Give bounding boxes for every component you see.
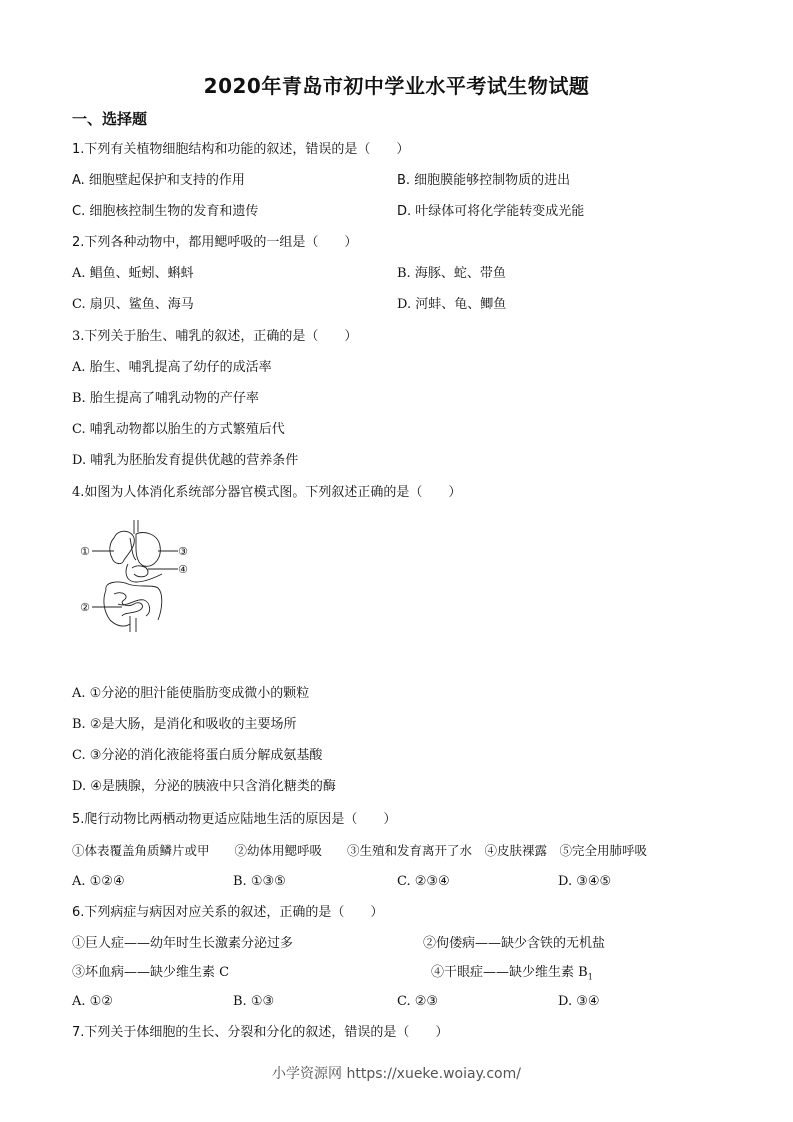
question-1-option-d: D. 叶绿体可将化学能转变成光能	[397, 204, 585, 219]
question-1-option-c: C. 细胞核控制生物的发育和遗传	[72, 204, 259, 219]
question-6-option-d: D. ③④	[558, 994, 600, 1009]
question-4-option-d: D. ④是胰腺，分泌的胰液中只含消化糖类的酶	[72, 779, 336, 794]
question-3-option-c: C. 哺乳动物都以胎生的方式繁殖后代	[72, 422, 285, 437]
question-6-item-3: ③坏血病——缺少维生素 C	[72, 965, 230, 980]
page-title: 2020年青岛市初中学业水平考试生物试题	[203, 74, 590, 98]
question-5-stem: 5.爬行动物比两栖动物更适应陆地生活的原因是（ ）	[72, 812, 397, 827]
question-6-option-b: B. ①③	[233, 994, 275, 1009]
question-5-items: ①体表覆盖角质鳞片或甲 ②幼体用鳃呼吸 ③生殖和发育离开了水 ④皮肤裸露 ⑤完全用肺呼吸	[72, 843, 648, 858]
figure-label-1: ①	[80, 545, 90, 558]
question-6-stem: 6.下列病症与病因对应关系的叙述，正确的是（ ）	[72, 905, 384, 920]
question-6-item-1: ①巨人症——幼年时生长激素分泌过多	[72, 936, 294, 951]
figure-label-4: ④	[178, 563, 188, 576]
digestive-organs-diagram-icon	[78, 520, 198, 632]
question-4-option-b: B. ②是大肠，是消化和吸收的主要场所	[72, 717, 297, 732]
question-2-stem: 2.下列各种动物中，都用鳃呼吸的一组是（ ）	[72, 235, 358, 250]
footer-watermark: 小学资源网 https://xueke.woiay.com/	[272, 1066, 521, 1082]
question-6-item-4-subscript: 1	[587, 972, 593, 982]
question-6-item-4-text: ④干眼症——缺少维生素 B	[431, 965, 588, 980]
question-4-option-a: A. ①分泌的胆汁能使脂肪变成微小的颗粒	[72, 686, 310, 701]
question-7-stem: 7.下列关于体细胞的生长、分裂和分化的叙述，错误的是（ ）	[72, 1025, 449, 1040]
question-6-option-c: C. ②③	[397, 994, 439, 1009]
question-6-item-4	[431, 964, 593, 987]
question-4-option-c: C. ③分泌的消化液能将蛋白质分解成氨基酸	[72, 748, 323, 763]
question-3-stem: 3.下列关于胎生、哺乳的叙述，正确的是（ ）	[72, 329, 358, 344]
question-6-option-a: A. ①②	[72, 994, 113, 1009]
question-1-option-a: A. 细胞壁起保护和支持的作用	[72, 173, 245, 188]
question-2-option-c: C. 扇贝、鲨鱼、海马	[72, 297, 194, 312]
question-2-option-a: A. 鲳鱼、蚯蚓、蝌蚪	[72, 266, 194, 281]
figure-label-3: ③	[178, 545, 188, 558]
question-5-option-a: A. ①②④	[72, 874, 125, 889]
question-5-option-c: C. ②③④	[397, 874, 450, 889]
question-3-option-d: D. 哺乳为胚胎发育提供优越的营养条件	[72, 453, 299, 468]
question-2-option-d: D. 河蚌、龟、鲫鱼	[397, 297, 507, 312]
question-4-stem: 4.如图为人体消化系统部分器官模式图。下列叙述正确的是（ ）	[72, 485, 462, 500]
figure-label-2: ②	[80, 601, 90, 614]
question-1-stem: 1.下列有关植物细胞结构和功能的叙述，错误的是（ ）	[72, 142, 410, 157]
question-3-option-b: B. 胎生提高了哺乳动物的产仔率	[72, 391, 259, 406]
digestive-system-figure	[78, 520, 198, 632]
question-5-option-d: D. ③④⑤	[558, 874, 612, 889]
question-2-option-b: B. 海豚、蛇、带鱼	[397, 266, 506, 281]
question-5-option-b: B. ①③⑤	[233, 874, 286, 889]
question-1-option-b: B. 细胞膜能够控制物质的进出	[397, 173, 571, 188]
section-heading: 一、选择题	[72, 110, 148, 128]
question-6-item-2: ②佝偻病——缺少含铁的无机盐	[423, 936, 606, 951]
question-3-option-a: A. 胎生、哺乳提高了幼仔的成活率	[72, 360, 272, 375]
